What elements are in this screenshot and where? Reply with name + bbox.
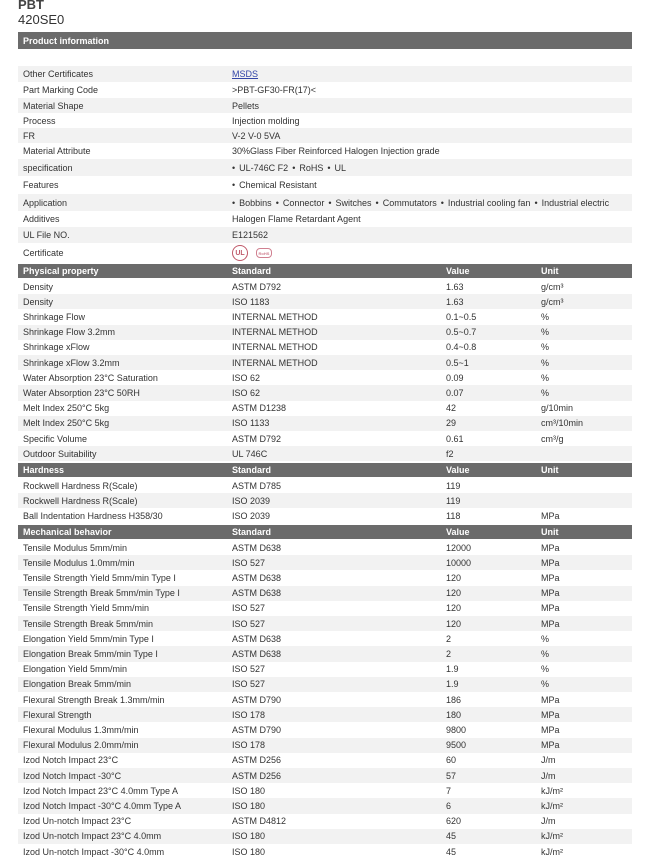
property-name: Water Absorption 23°C Saturation bbox=[23, 372, 158, 383]
table-row bbox=[18, 707, 632, 722]
property-name: Tensile Strength Yield 5mm/min bbox=[23, 603, 150, 614]
info-value: E121562 bbox=[232, 230, 269, 240]
value: 42 bbox=[446, 403, 457, 414]
value: 0.5~0.7 bbox=[446, 327, 477, 338]
info-row-fr bbox=[18, 128, 632, 143]
property-name: Izod Notch Impact -30°C bbox=[23, 770, 122, 781]
standard: ASTM D256 bbox=[232, 770, 282, 781]
property-name: Density bbox=[23, 296, 54, 307]
standard: ISO 62 bbox=[232, 372, 261, 383]
standard: ISO 1133 bbox=[232, 418, 270, 429]
product-title bbox=[18, 0, 64, 27]
property-name: Izod Notch Impact 23°C bbox=[23, 755, 119, 766]
table-row bbox=[18, 662, 632, 677]
value: 7 bbox=[446, 785, 452, 796]
unit: J/m bbox=[541, 755, 556, 766]
table-row bbox=[18, 431, 632, 446]
info-value: Halogen Flame Retardant Agent bbox=[232, 214, 361, 224]
tag-connector: • Connector bbox=[272, 198, 325, 208]
product-info-header bbox=[18, 32, 632, 49]
standard: ASTM D638 bbox=[232, 633, 282, 644]
standard: ISO 527 bbox=[232, 603, 266, 614]
table-row bbox=[18, 401, 632, 416]
tag-industrial-cooling-fan: • Industrial cooling fan bbox=[437, 198, 531, 208]
column-value: Value bbox=[446, 465, 470, 475]
value: f2 bbox=[446, 448, 454, 459]
info-tags bbox=[232, 159, 346, 176]
unit: cm³/g bbox=[541, 433, 564, 444]
unit: MPa bbox=[541, 572, 560, 583]
property-name: Water Absorption 23°C 50RH bbox=[23, 387, 140, 398]
info-label: Process bbox=[23, 115, 56, 126]
info-label: Material Shape bbox=[23, 100, 84, 111]
info-label: Material Attribute bbox=[23, 146, 91, 156]
table-row bbox=[18, 279, 632, 294]
standard: ISO 527 bbox=[232, 557, 266, 568]
value: 10000 bbox=[446, 557, 472, 568]
table-row bbox=[18, 768, 632, 783]
info-row-part-marking-code bbox=[18, 82, 632, 98]
info-row-additives bbox=[18, 211, 632, 227]
table-row bbox=[18, 844, 632, 859]
table-row bbox=[18, 586, 632, 601]
column-standard: Standard bbox=[232, 527, 272, 537]
info-value: V-2 V-0 5VA bbox=[232, 130, 281, 141]
unit: % bbox=[541, 387, 550, 398]
column-value: Value bbox=[446, 266, 470, 276]
table-row bbox=[18, 646, 632, 661]
property-name: Rockwell Hardness R(Scale) bbox=[23, 480, 138, 491]
table-row bbox=[18, 783, 632, 798]
property-name: Flexural Modulus 2.0mm/min bbox=[23, 740, 139, 751]
info-label: Additives bbox=[23, 214, 60, 224]
property-name: Izod Un-notch Impact 23°C bbox=[23, 816, 132, 827]
info-row-material-attribute bbox=[18, 143, 632, 159]
table-row bbox=[18, 601, 632, 616]
unit: kJ/m² bbox=[541, 800, 563, 811]
tag-rohs: • RoHS bbox=[288, 163, 323, 173]
tag-commutators: • Commutators bbox=[372, 198, 437, 208]
column-unit: Unit bbox=[541, 527, 559, 537]
property-name: Specific Volume bbox=[23, 433, 88, 444]
unit: MPa bbox=[541, 588, 560, 599]
standard: ISO 62 bbox=[232, 387, 261, 398]
standard: ISO 180 bbox=[232, 800, 266, 811]
tag-ul-746c-f2: • UL-746C F2 bbox=[232, 163, 288, 173]
table-row bbox=[18, 722, 632, 737]
unit: MPa bbox=[541, 603, 560, 614]
unit: MPa bbox=[541, 618, 560, 629]
table-row bbox=[18, 798, 632, 813]
property-name: Ball Indentation Hardness H358/30 bbox=[23, 510, 163, 521]
unit: MPa bbox=[541, 510, 560, 521]
table-row bbox=[18, 370, 632, 385]
property-name: Rockwell Hardness R(Scale) bbox=[23, 495, 138, 506]
table-row bbox=[18, 309, 632, 324]
info-label: Other Certificates bbox=[23, 69, 94, 79]
value: 2 bbox=[446, 633, 452, 644]
msds-link[interactable]: MSDS bbox=[232, 69, 259, 79]
standard: ISO 2039 bbox=[232, 495, 271, 506]
value: 120 bbox=[446, 618, 462, 629]
info-tags bbox=[232, 176, 317, 194]
table-row bbox=[18, 829, 632, 844]
info-row-other-certificates bbox=[18, 66, 632, 82]
unit: g/cm³ bbox=[541, 281, 564, 292]
property-name: Elongation Yield 5mm/min Type I bbox=[23, 633, 154, 644]
property-name: Flexural Strength Break 1.3mm/min bbox=[23, 694, 165, 705]
unit: g/cm³ bbox=[541, 296, 564, 307]
value: 0.61 bbox=[446, 433, 464, 444]
standard: ISO 527 bbox=[232, 679, 266, 690]
table-row bbox=[18, 325, 632, 340]
standard: ISO 180 bbox=[232, 831, 266, 842]
info-label: Part Marking Code bbox=[23, 85, 99, 95]
table-row bbox=[18, 555, 632, 570]
property-name: Flexural Modulus 1.3mm/min bbox=[23, 724, 139, 735]
info-value: Pellets bbox=[232, 100, 260, 111]
value: 12000 bbox=[446, 542, 472, 553]
value: 2 bbox=[446, 648, 452, 659]
column-standard: Standard bbox=[232, 266, 272, 276]
property-name: Outdoor Suitability bbox=[23, 448, 97, 459]
property-name: Melt Index 250°C 5kg bbox=[23, 403, 110, 414]
value: 0.1~0.5 bbox=[446, 311, 477, 322]
column-unit: Unit bbox=[541, 266, 559, 276]
info-row-application bbox=[18, 194, 632, 211]
property-name: Izod Notch Impact 23°C 4.0mm Type A bbox=[23, 785, 179, 796]
standard: UL 746C bbox=[232, 448, 268, 459]
tag-chemical-resistant: • Chemical Resistant bbox=[232, 180, 317, 190]
table-row bbox=[18, 677, 632, 692]
unit: % bbox=[541, 357, 550, 368]
table-row bbox=[18, 508, 632, 523]
unit: g/10min bbox=[541, 403, 574, 414]
unit: kJ/m² bbox=[541, 831, 563, 842]
section-header-mechanical-behavior bbox=[18, 525, 632, 539]
table-row bbox=[18, 416, 632, 431]
section-title: Mechanical behavior bbox=[23, 527, 112, 537]
info-value: Injection molding bbox=[232, 115, 300, 126]
info-label: Features bbox=[23, 180, 59, 190]
value: 0.4~0.8 bbox=[446, 342, 477, 353]
table-row bbox=[18, 814, 632, 829]
property-name: Izod Notch Impact -30°C 4.0mm Type A bbox=[23, 800, 182, 811]
info-row-specification bbox=[18, 159, 632, 176]
value: 1.63 bbox=[446, 296, 464, 307]
info-label: UL File NO. bbox=[23, 230, 70, 240]
standard: ASTM D790 bbox=[232, 694, 282, 705]
standard: ASTM D638 bbox=[232, 542, 282, 553]
value: 1.9 bbox=[446, 664, 459, 675]
property-name: Tensile Modulus 5mm/min bbox=[23, 542, 128, 553]
standard: ISO 1183 bbox=[232, 296, 270, 307]
table-row bbox=[18, 446, 632, 461]
value: 186 bbox=[446, 694, 462, 705]
standard: ASTM D792 bbox=[232, 281, 282, 292]
tag-bobbins: • Bobbins bbox=[232, 198, 272, 208]
value: 1.9 bbox=[446, 679, 459, 690]
value: 60 bbox=[446, 755, 457, 766]
property-name: Shrinkage xFlow bbox=[23, 342, 90, 353]
standard: ASTM D785 bbox=[232, 480, 282, 491]
property-name: Tensile Modulus 1.0mm/min bbox=[23, 557, 135, 568]
tag-switches: • Switches bbox=[324, 198, 371, 208]
info-value bbox=[232, 243, 272, 263]
info-label: FR bbox=[23, 130, 35, 141]
unit: % bbox=[541, 327, 550, 338]
value: 120 bbox=[446, 588, 462, 599]
column-standard: Standard bbox=[232, 465, 272, 475]
unit: % bbox=[541, 342, 550, 353]
standard: ASTM D256 bbox=[232, 755, 282, 766]
value: 45 bbox=[446, 846, 457, 857]
column-unit: Unit bbox=[541, 465, 559, 475]
value: 6 bbox=[446, 800, 452, 811]
product-grade: 420SE0 bbox=[18, 12, 65, 27]
unit: MPa bbox=[541, 740, 560, 751]
table-row bbox=[18, 631, 632, 646]
unit: % bbox=[541, 648, 550, 659]
value: 1.63 bbox=[446, 281, 464, 292]
info-row-features bbox=[18, 176, 632, 194]
table-row bbox=[18, 738, 632, 753]
info-label: Certificate bbox=[23, 248, 64, 258]
info-row-ul-file-no bbox=[18, 227, 632, 243]
section-header-hardness bbox=[18, 463, 632, 477]
value: 9500 bbox=[446, 740, 467, 751]
table-row bbox=[18, 478, 632, 493]
tag-ul: • UL bbox=[323, 163, 346, 173]
unit: % bbox=[541, 633, 550, 644]
info-row-material-shape bbox=[18, 98, 632, 113]
property-name: Tensile Strength Break 5mm/min bbox=[23, 618, 154, 629]
standard: ISO 180 bbox=[232, 785, 266, 796]
table-row bbox=[18, 692, 632, 707]
property-name: Izod Un-notch Impact 23°C 4.0mm bbox=[23, 831, 162, 842]
product-info-title: Product information bbox=[23, 35, 109, 46]
value: 29 bbox=[446, 418, 457, 429]
standard: ISO 178 bbox=[232, 740, 266, 751]
standard: ASTM D4812 bbox=[232, 816, 287, 827]
standard: INTERNAL METHOD bbox=[232, 357, 318, 368]
property-name: Flexural Strength bbox=[23, 709, 92, 720]
standard: ISO 2039 bbox=[232, 510, 271, 521]
value: 9800 bbox=[446, 724, 467, 735]
standard: ASTM D790 bbox=[232, 724, 282, 735]
value: 180 bbox=[446, 709, 462, 720]
unit: % bbox=[541, 664, 550, 675]
value: 119 bbox=[446, 495, 461, 506]
property-name: Shrinkage xFlow 3.2mm bbox=[23, 357, 120, 368]
standard: ISO 527 bbox=[232, 664, 266, 675]
table-row bbox=[18, 340, 632, 355]
value: 0.07 bbox=[446, 387, 464, 398]
section-header-physical-property bbox=[18, 264, 632, 278]
info-label: specification bbox=[23, 162, 73, 173]
unit: cm³/10min bbox=[541, 418, 584, 429]
value: 620 bbox=[446, 816, 462, 827]
section-title: Hardness bbox=[23, 465, 65, 475]
unit: % bbox=[541, 679, 550, 690]
unit: MPa bbox=[541, 709, 560, 720]
value: 118 bbox=[446, 510, 461, 521]
unit: MPa bbox=[541, 542, 560, 553]
property-name: Izod Un-notch Impact -30°C 4.0mm bbox=[23, 846, 165, 857]
standard: ASTM D792 bbox=[232, 433, 282, 444]
standard: ASTM D638 bbox=[232, 648, 282, 659]
unit: MPa bbox=[541, 724, 560, 735]
standard: ISO 178 bbox=[232, 709, 266, 720]
value: 0.09 bbox=[446, 372, 464, 383]
property-name: Density bbox=[23, 281, 54, 292]
value: 120 bbox=[446, 572, 462, 583]
info-value: 30%Glass Fiber Reinforced Halogen Injection grade bbox=[232, 146, 440, 156]
standard: INTERNAL METHOD bbox=[232, 327, 318, 338]
value: 120 bbox=[446, 603, 462, 614]
column-value: Value bbox=[446, 527, 470, 537]
info-tags bbox=[232, 194, 609, 211]
table-row bbox=[18, 616, 632, 631]
info-row-certificate bbox=[18, 243, 632, 263]
table-row bbox=[18, 355, 632, 370]
standard: ISO 180 bbox=[232, 846, 266, 857]
unit: kJ/m² bbox=[541, 846, 563, 857]
property-name: Elongation Yield 5mm/min bbox=[23, 664, 128, 675]
info-value: >PBT-GF30-FR(17)< bbox=[232, 85, 317, 95]
table-row bbox=[18, 493, 632, 508]
info-row-process bbox=[18, 113, 632, 128]
standard: INTERNAL METHOD bbox=[232, 342, 318, 353]
standard: ASTM D638 bbox=[232, 588, 282, 599]
property-name: Shrinkage Flow bbox=[23, 311, 86, 322]
unit: % bbox=[541, 311, 550, 322]
unit: J/m bbox=[541, 816, 556, 827]
property-name: Elongation Break 5mm/min Type I bbox=[23, 648, 158, 659]
info-value bbox=[232, 66, 258, 82]
property-name: Elongation Break 5mm/min bbox=[23, 679, 132, 690]
ul-certification-icon: UL bbox=[232, 245, 248, 261]
standard: ASTM D1238 bbox=[232, 403, 287, 414]
table-row bbox=[18, 294, 632, 309]
unit: MPa bbox=[541, 557, 560, 568]
table-row bbox=[18, 385, 632, 400]
table-row bbox=[18, 570, 632, 585]
unit: MPa bbox=[541, 694, 560, 705]
unit: J/m bbox=[541, 770, 556, 781]
tag-industrial-electric: • Industrial electric bbox=[530, 198, 609, 208]
standard: ISO 527 bbox=[232, 618, 266, 629]
section-title: Physical property bbox=[23, 266, 99, 276]
standard: INTERNAL METHOD bbox=[232, 311, 318, 322]
info-label: Application bbox=[23, 197, 68, 208]
property-name: Shrinkage Flow 3.2mm bbox=[23, 327, 116, 338]
value: 119 bbox=[446, 480, 461, 491]
standard: ASTM D638 bbox=[232, 572, 282, 583]
property-name: Tensile Strength Break 5mm/min Type I bbox=[23, 588, 180, 599]
product-family: PBT bbox=[18, 0, 44, 12]
table-row bbox=[18, 540, 632, 555]
value: 45 bbox=[446, 831, 457, 842]
value: 0.5~1 bbox=[446, 357, 469, 368]
value: 57 bbox=[446, 770, 457, 781]
unit: kJ/m² bbox=[541, 785, 563, 796]
table-row bbox=[18, 753, 632, 768]
rohs-certification-icon: RoHS bbox=[256, 248, 272, 258]
unit: % bbox=[541, 372, 550, 383]
property-name: Melt Index 250°C 5kg bbox=[23, 418, 110, 429]
property-name: Tensile Strength Yield 5mm/min Type I bbox=[23, 572, 176, 583]
